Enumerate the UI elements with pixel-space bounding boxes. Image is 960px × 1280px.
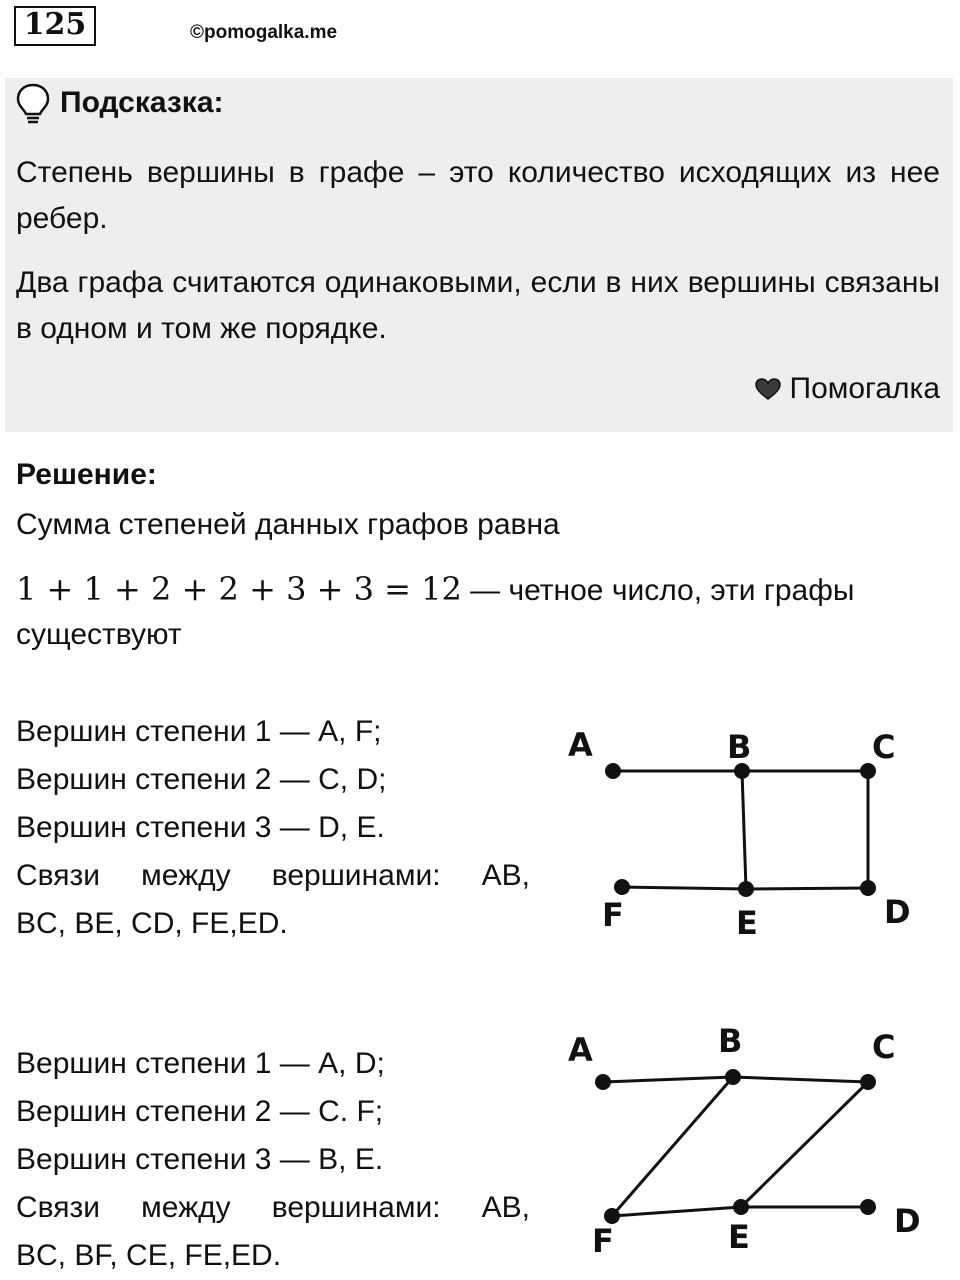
graph2-vertex-a [595,1074,611,1090]
graph2-links-a: Связи между вершинами: AB, [16,1191,530,1224]
sum-expression-line [16,566,854,614]
graph2-vertex-c [860,1074,876,1090]
graph2-degree3: Вершин степени 3 — B, E. [16,1143,384,1176]
graph2-vertex-b [725,1069,741,1085]
graph2-edge-ce [741,1082,868,1207]
graph2-label-e: E [728,1218,750,1256]
graph1-description [16,708,530,948]
graph1-vertex-e [738,881,754,897]
graph1-label-d: D [884,893,911,931]
graph2-degree2: Вершин степени 2 — C. F; [16,1095,384,1128]
sum-expression: 1 + 1 + 2 + 2 + 3 + 3 = 12 [16,570,462,608]
graph1-vertex-a [605,763,621,779]
graph2-degree1: Вершин степени 1 — A, D; [16,1047,385,1080]
graph1-vertex-d [860,880,876,896]
watermark: ©pomogalka.me [190,22,338,43]
graph1-edge-fe [622,887,746,889]
graph2-label-d: D [894,1202,921,1240]
hint-title: Подсказка: [60,86,224,119]
hint-paragraph-equal-graphs: Два графа считаются одинаковыми, если в них вершины связаны в одном и том же порядке. [16,266,940,345]
graph2-label-f: F [592,1222,614,1260]
graph2-label-b: B [718,1022,743,1060]
graph2-vertex-d [860,1199,876,1215]
graph1-links-a: Связи между вершинами: AB, [16,859,530,892]
graph1-degree2: Вершин степени 2 — C, D; [16,763,387,796]
graph2-edge-fe [612,1207,741,1216]
heart-icon [754,377,782,401]
graph1-label-a: A [568,726,593,764]
graph1-edge-be [742,771,746,889]
graph2-edge-ab [603,1077,733,1082]
lightbulb-icon [14,82,52,126]
solution-line-sum: Сумма степеней данных графов равна [16,508,560,541]
solution-title: Решение: [16,458,157,491]
sum-note: — четное число, эти графы [470,574,855,607]
graph1-vertex-f [614,879,630,895]
graph1-links-b: BC, BE, CD, FE,ED. [16,907,288,940]
graph1-edge-ed [746,888,868,889]
graph2-description [16,1040,530,1280]
graph1-label-e: E [736,904,758,942]
graph1-label-f: F [602,896,624,934]
graph2-label-c: C [872,1028,896,1066]
graph1-degree1: Вершин степени 1 — A, F; [16,715,382,748]
graph2-edge-bc [733,1077,868,1082]
task-number: 125 [14,6,96,46]
graph2-diagram [540,1010,940,1277]
solution-line-exist: существуют [16,618,182,651]
graph1-degree3: Вершин степени 3 — D, E. [16,811,385,844]
signature [754,372,941,406]
graph1-label-b: B [727,728,752,766]
graph2-vertex-e [733,1199,749,1215]
graph1-diagram [540,700,940,960]
hint-paragraph-degree: Степень вершины в графе – это количество исходящих из нее ребер. [16,156,940,235]
graph2-label-a: A [568,1031,593,1069]
graph1-label-c: C [872,728,896,766]
graph2-links-b: BC, BF, CE, FE,ED. [16,1239,282,1272]
signature-text: Помогалка [789,372,940,405]
graph2-edge-bf [612,1077,733,1216]
